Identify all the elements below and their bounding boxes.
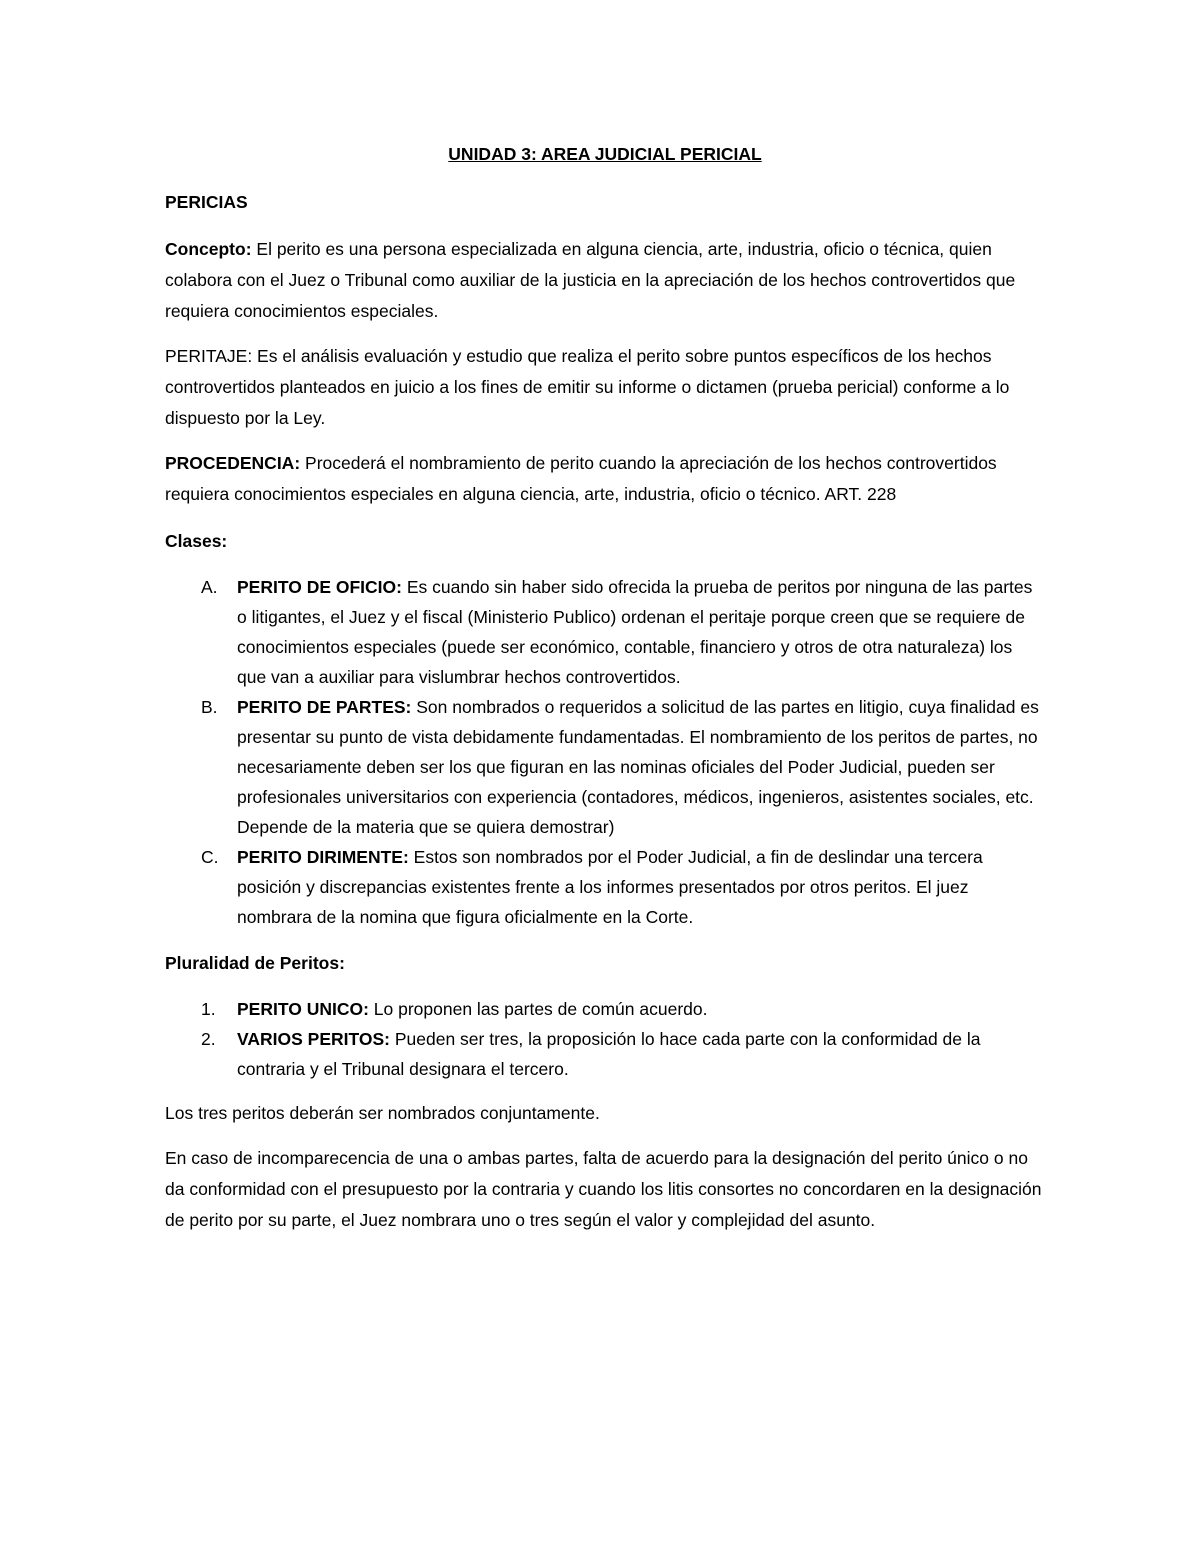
peritaje-paragraph: PERITAJE: Es el análisis evaluación y estudio que realiza el perito sobre puntos específicos de los hechos controvertidos planteados en juicio a los fines de emitir su informe o dictamen (prueba pericial) conforme a lo dispuesto por la Ley. bbox=[165, 346, 1010, 428]
procedencia-label: PROCEDENCIA: bbox=[165, 453, 301, 473]
procedencia-paragraph bbox=[165, 448, 1045, 510]
document-title: UNIDAD 3: AREA JUDICIAL PERICIAL bbox=[448, 144, 762, 164]
procedencia-text: Procederá el nombramiento de perito cuando la apreciación de los hechos controvertidos requiera conocimientos especiales en alguna ciencia, arte, industria, oficio o técnico. ART. 228 bbox=[165, 453, 997, 504]
list-marker: 2. bbox=[201, 1029, 216, 1049]
concepto-label: Concepto: bbox=[165, 239, 252, 259]
list-marker: C. bbox=[201, 847, 219, 867]
list-item bbox=[165, 692, 1045, 842]
pluralidad-heading: Pluralidad de Peritos: bbox=[165, 953, 345, 973]
list-item-text: Lo proponen las partes de común acuerdo. bbox=[368, 999, 708, 1019]
list-item-text: Es cuando sin haber sido ofrecida la prueba de peritos por ninguna de las partes o litigantes, el Juez y el fiscal (Ministerio Publico) ordenan el peritaje porque creen que se requiere de conocimientos especiales (puede ser económico, contable, financiero y otros de otra naturaleza) los que van a auxiliar para vislumbrar hechos controvertidos. bbox=[237, 577, 1033, 687]
clases-heading: Clases: bbox=[165, 531, 228, 551]
list-item-label: PERITO DE OFICIO: bbox=[237, 577, 402, 597]
list-item bbox=[165, 1024, 1045, 1084]
list-item bbox=[165, 842, 1045, 932]
concepto-text: El perito es una persona especializada en alguna ciencia, arte, industria, oficio o técnica, quien colabora con el Juez o Tribunal como auxiliar de la justicia en la apreciación de los hechos controvertidos que requiera conocimientos especiales. bbox=[165, 239, 1016, 321]
clases-list bbox=[165, 572, 1045, 932]
list-marker: A. bbox=[201, 577, 218, 597]
list-item-label: PERITO DE PARTES: bbox=[237, 697, 412, 717]
conjunto-paragraph: Los tres peritos deberán ser nombrados conjuntamente. bbox=[165, 1103, 600, 1123]
list-marker: 1. bbox=[201, 999, 216, 1019]
list-item-text: Son nombrados o requeridos a solicitud de las partes en litigio, cuya finalidad es presentar su punto de vista debidamente fundamentadas. El nombramiento de los peritos de partes, no necesariamente deben ser los que figuran en las nominas oficiales del Poder Judicial, pueden ser profesionales universitarios con experiencia (contadores, médicos, ingenieros, asistentes sociales, etc. Depende de la materia que se quiera demostrar) bbox=[237, 697, 1039, 837]
incomparecencia-paragraph: En caso de incomparecencia de una o ambas partes, falta de acuerdo para la designación del perito único o no da conformidad con el presupuesto por la contraria y cuando los litis consortes no concordaren en la designación de perito por su parte, el Juez nombrara uno o tres según el valor y complejidad del asunto. bbox=[165, 1148, 1042, 1230]
list-item-label: PERITO UNICO: bbox=[237, 999, 369, 1019]
list-item-text: Pueden ser tres, la proposición lo hace cada parte con la conformidad de la contraria y el Tribunal designara el tercero. bbox=[237, 1029, 981, 1079]
list-item-label: PERITO DIRIMENTE: bbox=[237, 847, 409, 867]
concepto-paragraph bbox=[165, 234, 1045, 327]
pluralidad-list bbox=[165, 994, 1045, 1084]
list-item bbox=[165, 572, 1045, 692]
list-item bbox=[165, 994, 1045, 1024]
list-item-text: Estos son nombrados por el Poder Judicial, a fin de deslindar una tercera posición y discrepancias existentes frente a los informes presentados por otros peritos. El juez nombrara de la nomina que figura oficialmente en la Corte. bbox=[237, 847, 983, 927]
section-heading: PERICIAS bbox=[165, 192, 248, 212]
list-item-label: VARIOS PERITOS: bbox=[237, 1029, 390, 1049]
document-body bbox=[165, 138, 1045, 1236]
list-marker: B. bbox=[201, 697, 218, 717]
